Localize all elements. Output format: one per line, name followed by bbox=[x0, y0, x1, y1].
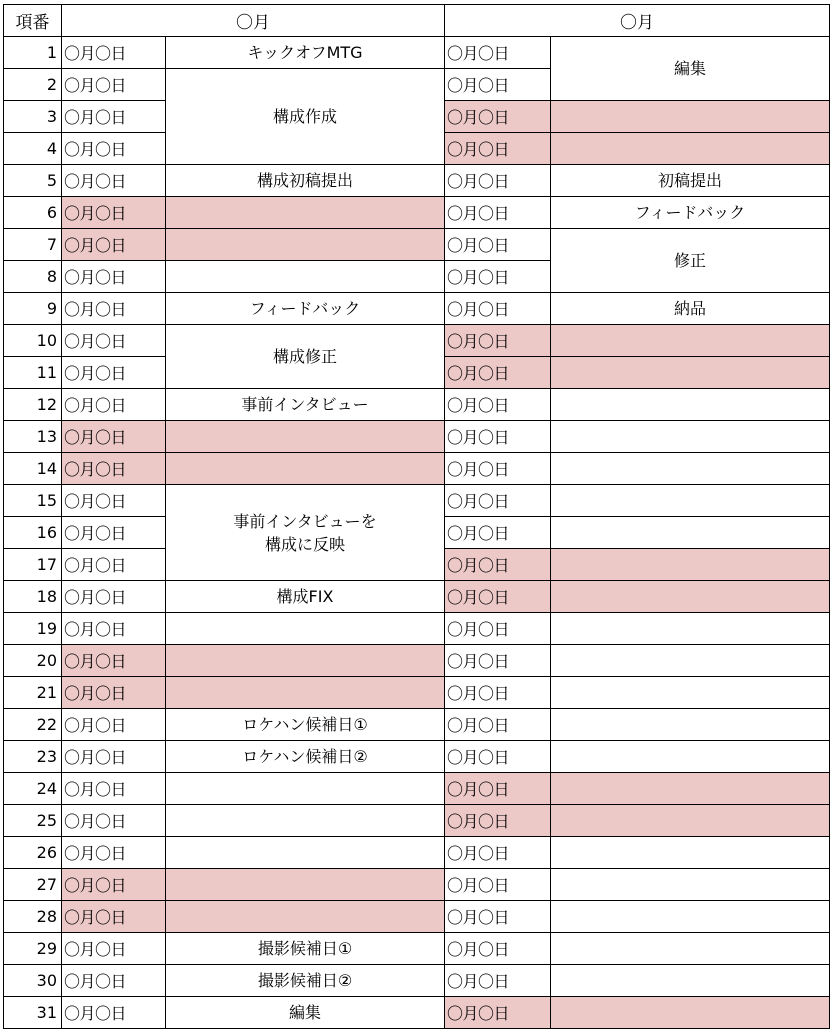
table-row bbox=[4, 229, 830, 261]
date-cell-2: 〇月〇日 bbox=[445, 133, 551, 165]
task1-empty bbox=[166, 197, 445, 229]
date-cell-2: 〇月〇日 bbox=[445, 869, 551, 901]
task1-location-1: ロケハン候補日① bbox=[166, 709, 445, 741]
date-cell-2: 〇月〇日 bbox=[445, 709, 551, 741]
date-cell-2: 〇月〇日 bbox=[445, 965, 551, 997]
date-cell-1: 〇月〇日 bbox=[62, 933, 166, 965]
task2-empty bbox=[551, 933, 830, 965]
row-number: 23 bbox=[4, 741, 62, 773]
task1-empty bbox=[166, 613, 445, 645]
task1-empty bbox=[166, 645, 445, 677]
task1-revise: 構成修正 bbox=[166, 325, 445, 389]
row-number: 21 bbox=[4, 677, 62, 709]
date-cell-2: 〇月〇日 bbox=[445, 389, 551, 421]
table-row bbox=[4, 389, 830, 421]
date-cell-2: 〇月〇日 bbox=[445, 677, 551, 709]
table-row bbox=[4, 165, 830, 197]
row-number: 16 bbox=[4, 517, 62, 549]
task2-first-draft: 初稿提出 bbox=[551, 165, 830, 197]
task1-kickoff: キックオフMTG bbox=[166, 37, 445, 69]
task1-structure: 構成作成 bbox=[166, 69, 445, 165]
task2-empty bbox=[551, 549, 830, 581]
row-number: 10 bbox=[4, 325, 62, 357]
table-row bbox=[4, 197, 830, 229]
date-cell-2: 〇月〇日 bbox=[445, 549, 551, 581]
date-cell-1: 〇月〇日 bbox=[62, 997, 166, 1029]
task2-empty bbox=[551, 677, 830, 709]
table-row bbox=[4, 37, 830, 69]
date-cell-2: 〇月〇日 bbox=[445, 421, 551, 453]
date-cell-2: 〇月〇日 bbox=[445, 261, 551, 293]
table-row bbox=[4, 933, 830, 965]
task2-empty bbox=[551, 453, 830, 485]
date-cell-1: 〇月〇日 bbox=[62, 581, 166, 613]
task1-reflect-interview bbox=[166, 485, 445, 581]
date-cell-1: 〇月〇日 bbox=[62, 645, 166, 677]
date-cell-1: 〇月〇日 bbox=[62, 101, 166, 133]
date-cell-2: 〇月〇日 bbox=[445, 901, 551, 933]
date-cell-1: 〇月〇日 bbox=[62, 37, 166, 69]
task2-empty bbox=[551, 869, 830, 901]
date-cell-1: 〇月〇日 bbox=[62, 517, 166, 549]
date-cell-1: 〇月〇日 bbox=[62, 709, 166, 741]
task2-empty bbox=[551, 133, 830, 165]
date-cell-1: 〇月〇日 bbox=[62, 229, 166, 261]
task2-empty bbox=[551, 901, 830, 933]
row-number: 4 bbox=[4, 133, 62, 165]
row-number: 29 bbox=[4, 933, 62, 965]
task1-empty bbox=[166, 869, 445, 901]
table-row bbox=[4, 613, 830, 645]
row-number: 25 bbox=[4, 805, 62, 837]
date-cell-1: 〇月〇日 bbox=[62, 261, 166, 293]
task2-empty bbox=[551, 421, 830, 453]
date-cell-1: 〇月〇日 bbox=[62, 197, 166, 229]
task1-empty bbox=[166, 805, 445, 837]
date-cell-1: 〇月〇日 bbox=[62, 389, 166, 421]
date-cell-2: 〇月〇日 bbox=[445, 357, 551, 389]
date-cell-1: 〇月〇日 bbox=[62, 837, 166, 869]
date-cell-1: 〇月〇日 bbox=[62, 69, 166, 101]
row-number: 30 bbox=[4, 965, 62, 997]
date-cell-1: 〇月〇日 bbox=[62, 805, 166, 837]
date-cell-2: 〇月〇日 bbox=[445, 581, 551, 613]
date-cell-2: 〇月〇日 bbox=[445, 229, 551, 261]
task2-delivery: 納品 bbox=[551, 293, 830, 325]
table-row bbox=[4, 901, 830, 933]
date-cell-1: 〇月〇日 bbox=[62, 165, 166, 197]
row-number: 1 bbox=[4, 37, 62, 69]
date-cell-1: 〇月〇日 bbox=[62, 677, 166, 709]
task2-empty bbox=[551, 805, 830, 837]
date-cell-1: 〇月〇日 bbox=[62, 421, 166, 453]
table-row bbox=[4, 581, 830, 613]
task1-empty bbox=[166, 453, 445, 485]
table-row bbox=[4, 485, 830, 517]
task1-empty bbox=[166, 773, 445, 805]
date-cell-2: 〇月〇日 bbox=[445, 837, 551, 869]
task2-empty bbox=[551, 485, 830, 517]
date-cell-2: 〇月〇日 bbox=[445, 325, 551, 357]
task2-empty bbox=[551, 709, 830, 741]
date-cell-1: 〇月〇日 bbox=[62, 901, 166, 933]
task2-empty bbox=[551, 613, 830, 645]
date-cell-2: 〇月〇日 bbox=[445, 997, 551, 1029]
row-number: 7 bbox=[4, 229, 62, 261]
task2-empty bbox=[551, 389, 830, 421]
date-cell-2: 〇月〇日 bbox=[445, 741, 551, 773]
date-cell-1: 〇月〇日 bbox=[62, 965, 166, 997]
date-cell-1: 〇月〇日 bbox=[62, 741, 166, 773]
task2-empty bbox=[551, 741, 830, 773]
row-number: 6 bbox=[4, 197, 62, 229]
table-row bbox=[4, 421, 830, 453]
row-number: 19 bbox=[4, 613, 62, 645]
row-number: 12 bbox=[4, 389, 62, 421]
date-cell-1: 〇月〇日 bbox=[62, 325, 166, 357]
date-cell-2: 〇月〇日 bbox=[445, 69, 551, 101]
date-cell-1: 〇月〇日 bbox=[62, 773, 166, 805]
task1-reflect-line2: 構成に反映 bbox=[264, 534, 345, 554]
table-row bbox=[4, 453, 830, 485]
date-cell-2: 〇月〇日 bbox=[445, 933, 551, 965]
table-row bbox=[4, 677, 830, 709]
task1-edit: 編集 bbox=[166, 997, 445, 1029]
table-row bbox=[4, 805, 830, 837]
row-number: 26 bbox=[4, 837, 62, 869]
task1-empty bbox=[166, 901, 445, 933]
header-row bbox=[4, 5, 830, 37]
date-cell-2: 〇月〇日 bbox=[445, 197, 551, 229]
task2-edit: 編集 bbox=[551, 37, 830, 101]
table-row bbox=[4, 293, 830, 325]
task1-empty bbox=[166, 421, 445, 453]
task2-empty bbox=[551, 517, 830, 549]
date-cell-2: 〇月〇日 bbox=[445, 293, 551, 325]
row-number: 14 bbox=[4, 453, 62, 485]
table-row bbox=[4, 325, 830, 357]
row-number: 24 bbox=[4, 773, 62, 805]
task1-pre-interview: 事前インタビュー bbox=[166, 389, 445, 421]
task2-revise: 修正 bbox=[551, 229, 830, 293]
date-cell-1: 〇月〇日 bbox=[62, 357, 166, 389]
table-row bbox=[4, 869, 830, 901]
task2-empty bbox=[551, 965, 830, 997]
date-cell-1: 〇月〇日 bbox=[62, 549, 166, 581]
date-cell-2: 〇月〇日 bbox=[445, 645, 551, 677]
row-number: 11 bbox=[4, 357, 62, 389]
schedule-table bbox=[3, 4, 830, 1029]
task1-first-draft: 構成初稿提出 bbox=[166, 165, 445, 197]
row-number: 8 bbox=[4, 261, 62, 293]
date-cell-2: 〇月〇日 bbox=[445, 517, 551, 549]
task2-empty bbox=[551, 837, 830, 869]
row-number: 2 bbox=[4, 69, 62, 101]
date-cell-2: 〇月〇日 bbox=[445, 453, 551, 485]
date-cell-1: 〇月〇日 bbox=[62, 453, 166, 485]
table-row bbox=[4, 965, 830, 997]
date-cell-2: 〇月〇日 bbox=[445, 101, 551, 133]
item-no-header: 項番 bbox=[4, 5, 62, 37]
row-number: 15 bbox=[4, 485, 62, 517]
date-cell-2: 〇月〇日 bbox=[445, 485, 551, 517]
row-number: 31 bbox=[4, 997, 62, 1029]
task2-empty bbox=[551, 357, 830, 389]
row-number: 20 bbox=[4, 645, 62, 677]
task2-empty bbox=[551, 581, 830, 613]
task2-feedback: フィードバック bbox=[551, 197, 830, 229]
row-number: 17 bbox=[4, 549, 62, 581]
task1-empty bbox=[166, 837, 445, 869]
row-number: 27 bbox=[4, 869, 62, 901]
task2-empty bbox=[551, 645, 830, 677]
task1-reflect-line1: 事前インタビューを bbox=[233, 511, 377, 531]
date-cell-2: 〇月〇日 bbox=[445, 805, 551, 837]
row-number: 3 bbox=[4, 101, 62, 133]
month1-header: 〇月 bbox=[62, 5, 445, 37]
date-cell-1: 〇月〇日 bbox=[62, 293, 166, 325]
month2-header: 〇月 bbox=[445, 5, 830, 37]
date-cell-2: 〇月〇日 bbox=[445, 613, 551, 645]
row-number: 18 bbox=[4, 581, 62, 613]
date-cell-1: 〇月〇日 bbox=[62, 485, 166, 517]
task1-location-2: ロケハン候補日② bbox=[166, 741, 445, 773]
row-number: 9 bbox=[4, 293, 62, 325]
task1-empty bbox=[166, 229, 445, 261]
task2-empty bbox=[551, 101, 830, 133]
row-number: 28 bbox=[4, 901, 62, 933]
task1-shoot-1: 撮影候補日① bbox=[166, 933, 445, 965]
table-row bbox=[4, 645, 830, 677]
table-row bbox=[4, 837, 830, 869]
table-row bbox=[4, 709, 830, 741]
task1-fix: 構成FIX bbox=[166, 581, 445, 613]
date-cell-2: 〇月〇日 bbox=[445, 165, 551, 197]
date-cell-2: 〇月〇日 bbox=[445, 37, 551, 69]
task2-empty bbox=[551, 325, 830, 357]
task1-empty bbox=[166, 261, 445, 293]
date-cell-1: 〇月〇日 bbox=[62, 613, 166, 645]
date-cell-2: 〇月〇日 bbox=[445, 773, 551, 805]
date-cell-1: 〇月〇日 bbox=[62, 869, 166, 901]
table-row bbox=[4, 741, 830, 773]
table-row bbox=[4, 773, 830, 805]
task1-empty bbox=[166, 677, 445, 709]
date-cell-1: 〇月〇日 bbox=[62, 133, 166, 165]
row-number: 13 bbox=[4, 421, 62, 453]
task1-feedback: フィードバック bbox=[166, 293, 445, 325]
row-number: 5 bbox=[4, 165, 62, 197]
task2-empty bbox=[551, 773, 830, 805]
row-number: 22 bbox=[4, 709, 62, 741]
task1-shoot-2: 撮影候補日② bbox=[166, 965, 445, 997]
